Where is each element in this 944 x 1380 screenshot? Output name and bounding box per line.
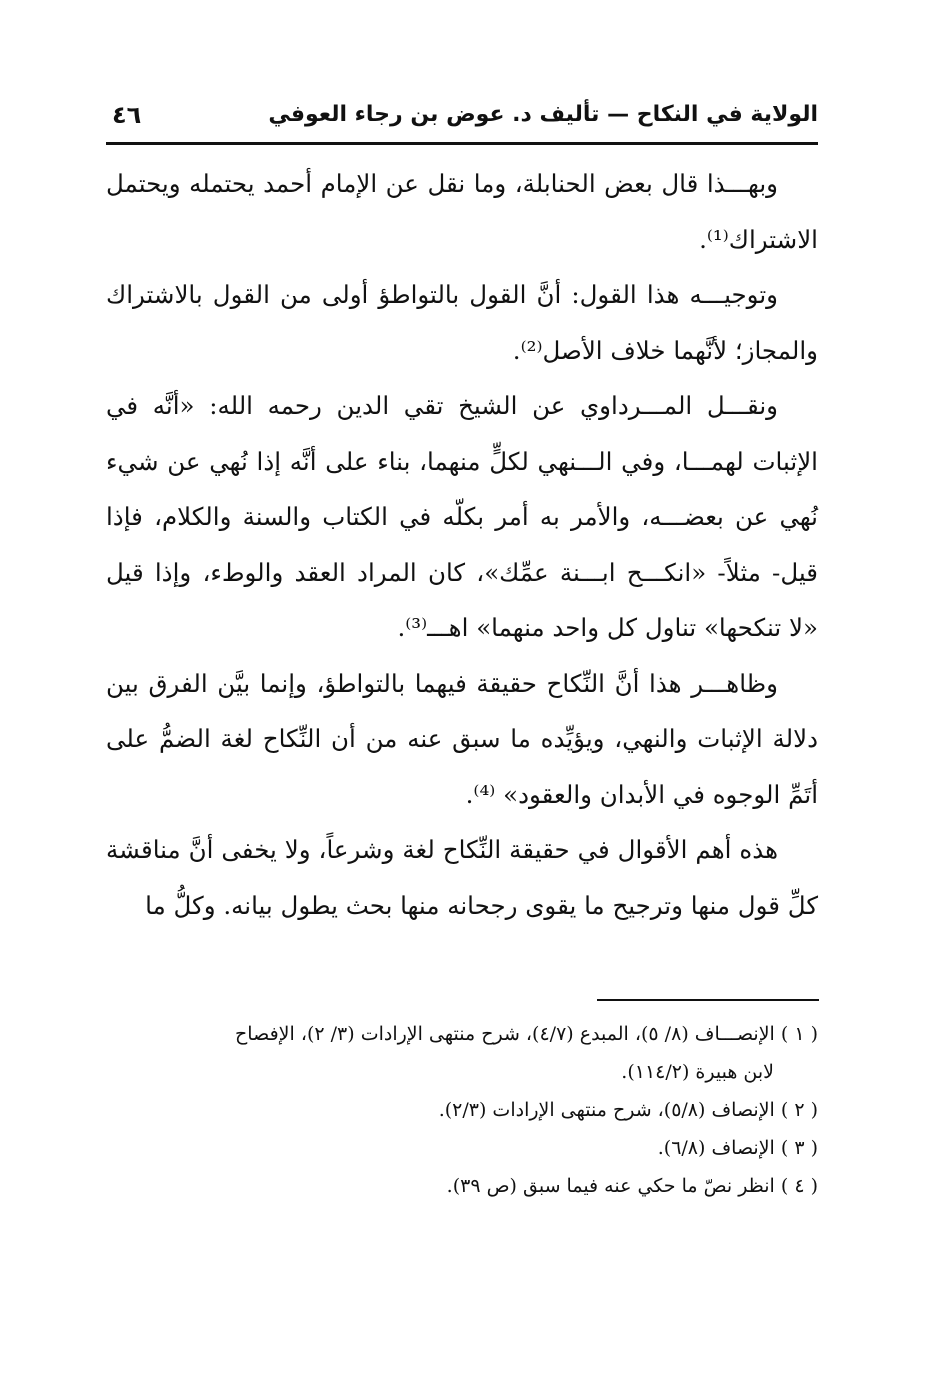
paragraph: وتوجيـــه هذا القول: أنَّ القول بالتواطؤ أولى من القول بالاشتراك والمجاز؛ لأنَّهما خلاف الأصل⁽²⁾. [106, 280, 818, 365]
paragraph: وبهـــذا قال بعض الحنابلة، وما نقل عن الإمام أحمد يحتمله ويحتمل الاشتراك⁽¹⁾. [106, 169, 818, 254]
footnote-divider [597, 999, 819, 1001]
running-title: الولاية في النكاح — تأليف د. عوض بن رجاء العوفي [268, 102, 818, 127]
page-header [112, 98, 818, 138]
paragraph: هذه أهم الأقوال في حقيقة النِّكاح لغة وشرعاً، ولا يخفى أنَّ مناقشة كلِّ قول منها وترجيح ما يقوى رجحانه منها بحث يطول بيانه. وكلُّ ما [106, 835, 818, 920]
main-text [106, 156, 818, 933]
footnote-1: ( ١ ) الإنصـــاف (٨/ ٥)، المبدع (٤/٧)، شرح منتهى الإرادات (٣/ ٢)، الإفصاح [235, 1023, 818, 1045]
footnote-3: ( ٣ ) الإنصاف (٦/٨). [657, 1137, 818, 1159]
paragraph: ونقـــل المـــرداوي عن الشيخ تقي الدين رحمه الله: «أنَّه في الإثبات لهمـــا، وفي الـــنهي لكلٍّ منهما، بناء على أنَّه إذا نُهي عن شيء نُهي عن بعضـــه، والأمر به أمر بكلّه في الكتاب والسنة والكلام، فإذا قيل- مثلاً- «انكـــح ابـــنة عمِّك»، كان المراد العقد والوطء، وإذا قيل «لا تنكحها» تناول كل واحد منهما» اهـــ⁽³⁾. [106, 391, 818, 642]
footnote-2: ( ٢ ) الإنصاف (٥/٨)، شرح منتهى الإرادات (٢/٣). [438, 1099, 818, 1121]
footnote-1-continuation: لابن هبيرة (١١٤/٢). [621, 1061, 774, 1083]
header-divider [106, 142, 818, 145]
paragraph: وظاهـــر هذا أنَّ النِّكاح حقيقة فيهما بالتواطؤ، وإنما بيَّن الفرق بين دلالة الإثبات والنهي، ويؤيِّده ما سبق عنه من أن النِّكاح لغة الضمُّ على أتَمِّ الوجوه في الأبدان والعقود» ⁽⁴⁾. [106, 668, 818, 809]
page-number: ٤٦ [112, 101, 142, 129]
footnotes [106, 1016, 818, 1206]
footnote-4: ( ٤ ) انظر نصّ ما حكي عنه فيما سبق (ص ٣٩). [446, 1175, 818, 1197]
